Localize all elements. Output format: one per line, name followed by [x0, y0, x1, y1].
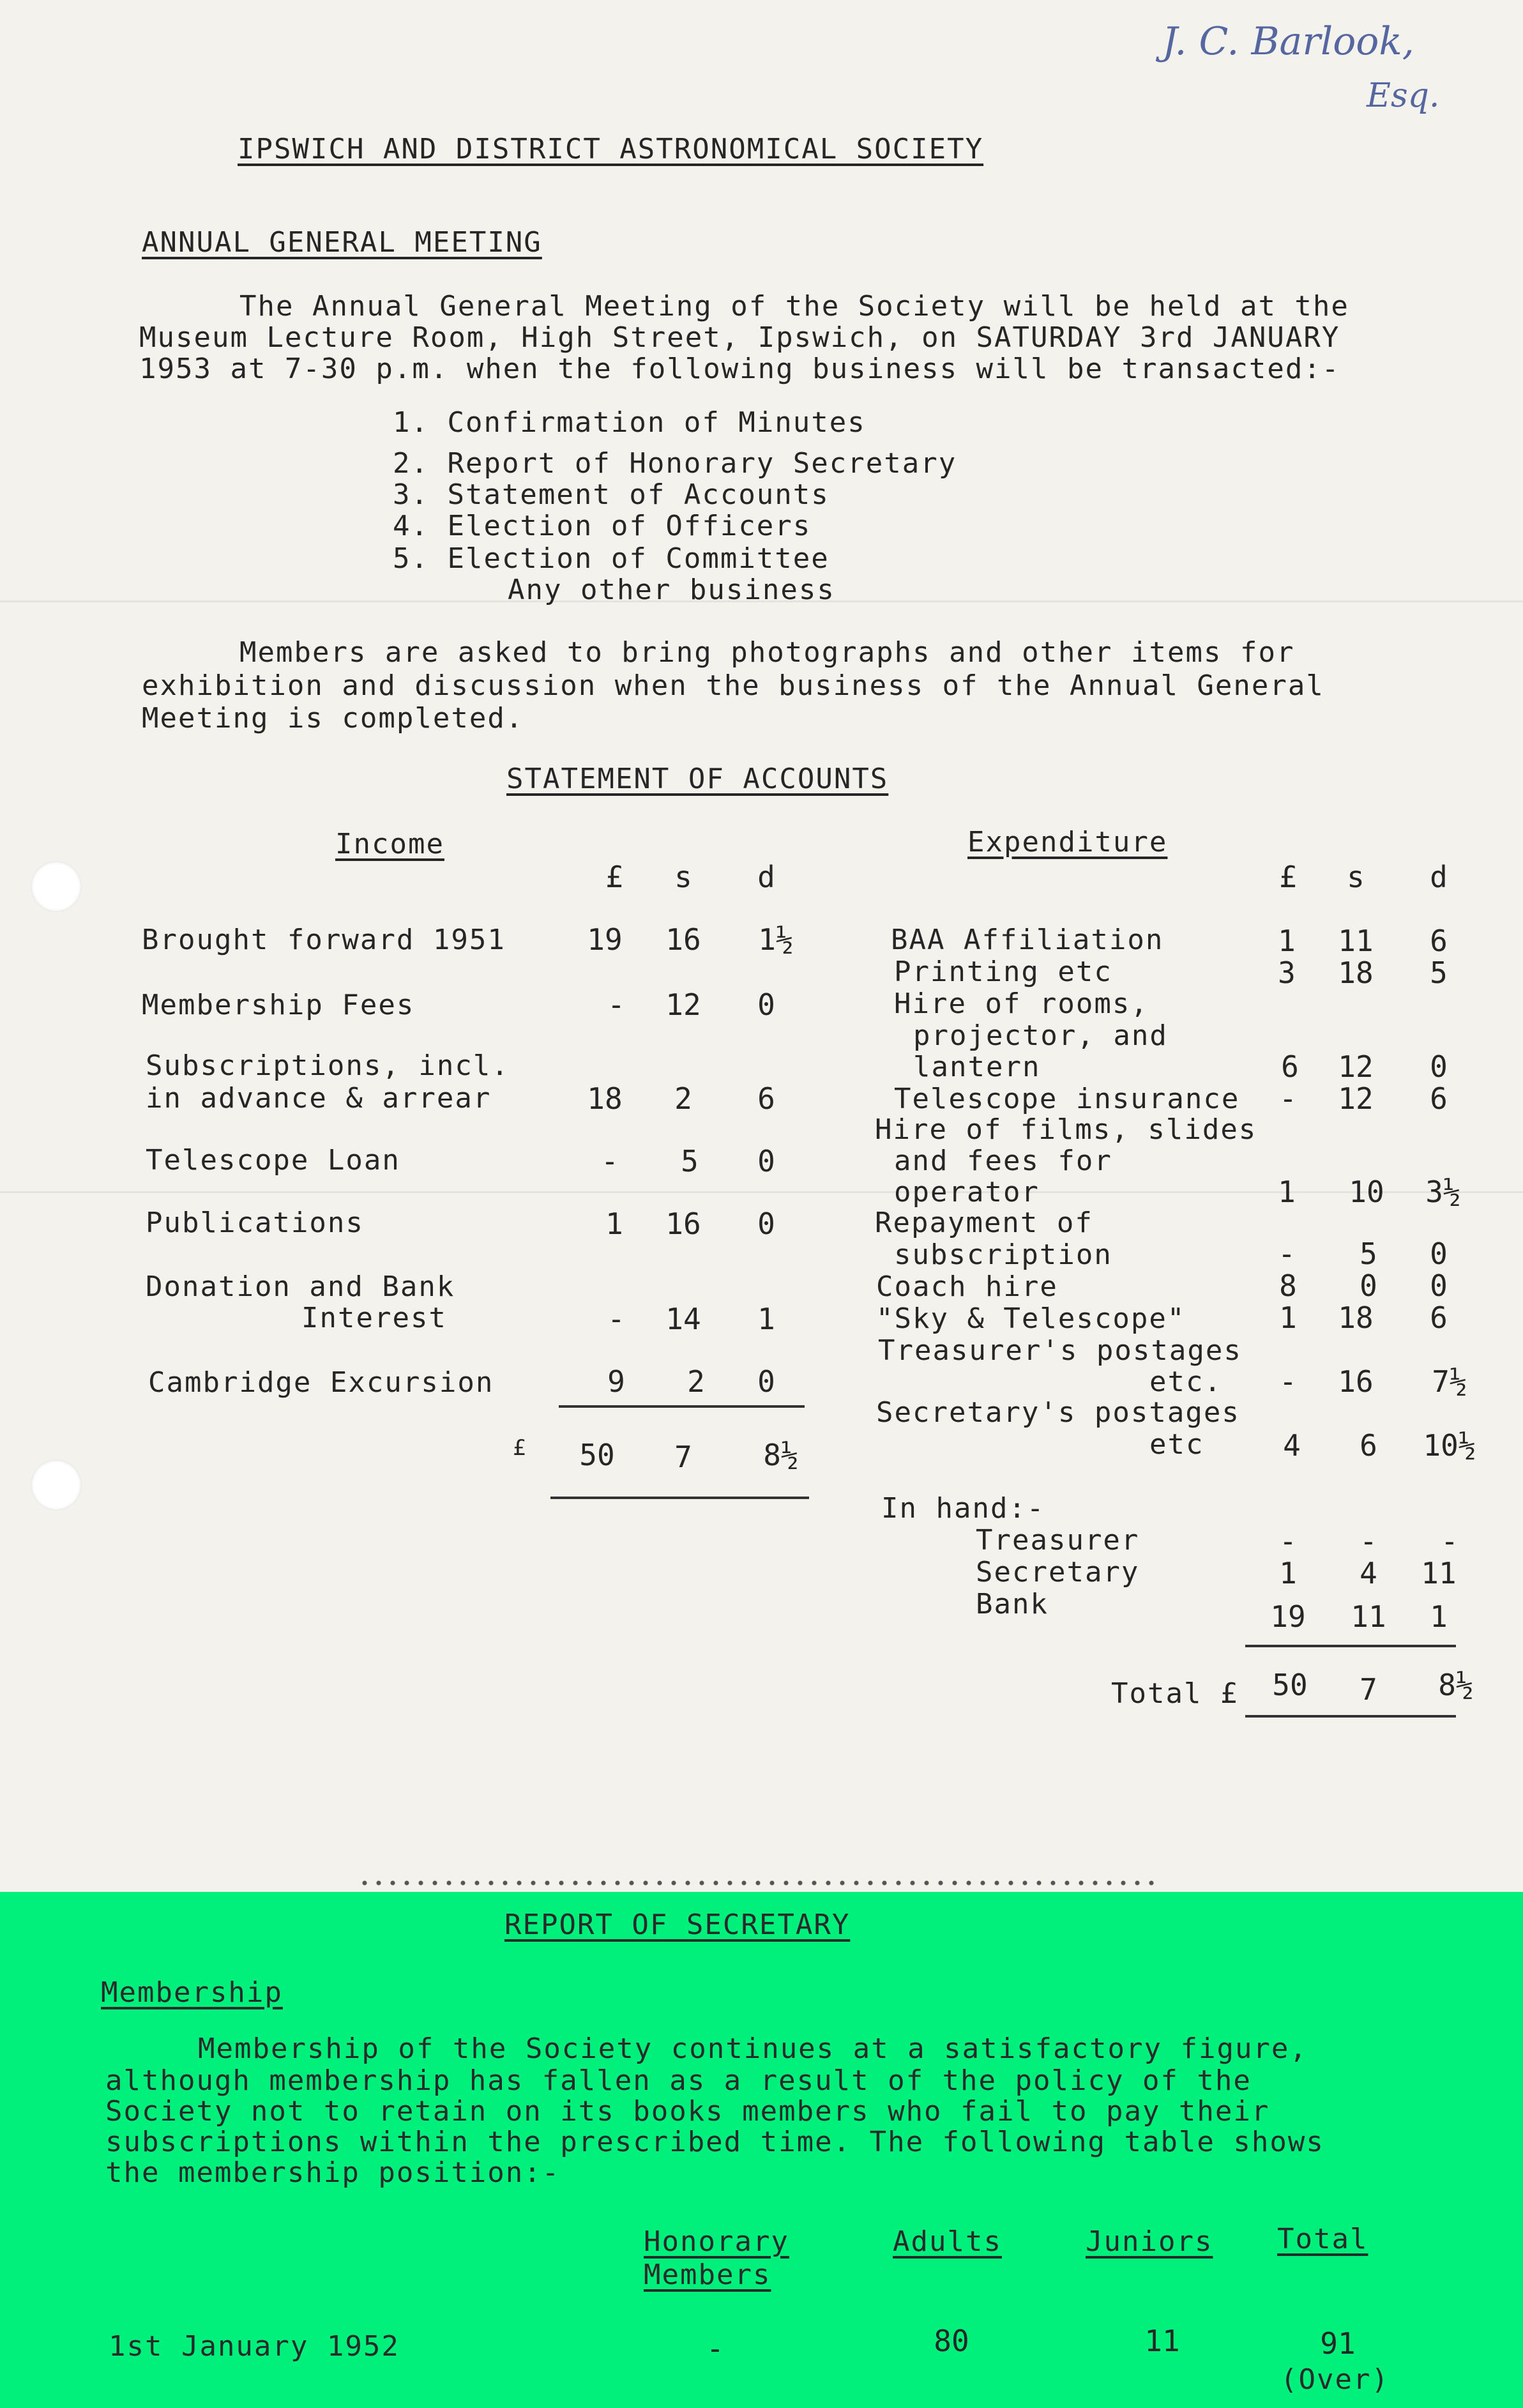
- expenditure-total-label: Total £: [1111, 1677, 1239, 1710]
- report-paragraph-line: Society not to retain on its books members who fail to pay their: [105, 2095, 1270, 2128]
- income-shillings: 16: [665, 922, 701, 957]
- accounts-heading: STATEMENT OF ACCOUNTS: [506, 763, 889, 795]
- in-hand-shillings: 11: [1351, 1599, 1386, 1634]
- row-total: 91: [1320, 2326, 1356, 2361]
- row-juniors: 11: [1144, 2324, 1180, 2358]
- income-label: Membership Fees: [142, 989, 415, 1021]
- expenditure-label: and fees for: [894, 1145, 1112, 1177]
- report-heading: REPORT OF SECRETARY: [504, 1909, 851, 1941]
- income-total-shillings: 7: [674, 1440, 692, 1474]
- income-label: Cambridge Excursion: [148, 1366, 494, 1399]
- income-col-pounds: £: [605, 860, 623, 894]
- income-shillings: 14: [665, 1302, 701, 1336]
- expenditure-label: Hire of rooms,: [894, 987, 1149, 1020]
- expenditure-shillings: 11: [1338, 924, 1374, 958]
- income-shillings: 12: [665, 987, 701, 1022]
- business-item: 4. Election of Officers: [393, 510, 812, 542]
- business-item: 5. Election of Committee: [393, 542, 830, 575]
- expenditure-pounds: 1: [1278, 1175, 1296, 1209]
- expenditure-shillings: 18: [1338, 1300, 1374, 1335]
- expenditure-total-pence: 8½: [1438, 1668, 1474, 1702]
- in-hand-item: Bank: [976, 1588, 1049, 1620]
- expenditure-pence: 0: [1430, 1237, 1448, 1271]
- in-hand-pence: 11: [1421, 1556, 1457, 1590]
- expenditure-pounds: 1: [1278, 924, 1296, 958]
- in-hand-shillings: 4: [1360, 1556, 1377, 1590]
- expenditure-label: Secretary's postages: [876, 1396, 1240, 1429]
- handwritten-esq: Esq.: [1367, 77, 1440, 115]
- expenditure-shillings: 10: [1349, 1175, 1384, 1209]
- expenditure-pence: 6: [1430, 1300, 1448, 1335]
- in-hand-item: Secretary: [976, 1556, 1140, 1589]
- expenditure-label: operator: [894, 1176, 1040, 1208]
- row-date: 1st January 1952: [109, 2330, 400, 2363]
- business-item: Any other business: [508, 574, 835, 606]
- col-header-members: Members: [644, 2259, 771, 2291]
- handwritten-name: J. C. Barlook,: [1162, 19, 1414, 64]
- row-adults: 80: [934, 2324, 969, 2358]
- income-pounds: -: [607, 987, 625, 1022]
- income-label: Brought forward 1951: [142, 924, 506, 956]
- expenditure-pounds: 8: [1279, 1269, 1297, 1303]
- income-pence: 0: [757, 1207, 775, 1241]
- secretary-report-section: [0, 1892, 1523, 2408]
- income-label: Telescope Loan: [146, 1144, 400, 1177]
- membership-heading: Membership: [101, 1976, 283, 2009]
- expenditure-shillings: 0: [1360, 1269, 1377, 1303]
- business-item: 2. Report of Honorary Secretary: [393, 447, 957, 480]
- col-header-juniors: Juniors: [1086, 2225, 1213, 2258]
- report-paragraph-line: although membership has fallen as a result of the policy of the: [105, 2064, 1252, 2097]
- income-shillings: 16: [665, 1207, 701, 1241]
- expenditure-total-pounds: 50: [1272, 1668, 1308, 1702]
- expenditure-label: subscription: [894, 1238, 1112, 1271]
- income-pence: 1½: [758, 922, 794, 957]
- agm-intro-line: The Annual General Meeting of the Society will be held at the: [239, 290, 1349, 323]
- expenditure-pounds: 6: [1281, 1049, 1299, 1084]
- income-pounds: -: [607, 1302, 625, 1336]
- expenditure-heading: Expenditure: [967, 826, 1168, 858]
- in-hand-pence: 1: [1430, 1599, 1448, 1634]
- expenditure-pounds: 4: [1283, 1428, 1301, 1463]
- expenditure-label: BAA Affiliation: [891, 924, 1164, 956]
- income-pence: 0: [757, 1364, 775, 1399]
- income-pence: 6: [757, 1081, 775, 1116]
- in-hand-item: Treasurer: [976, 1524, 1140, 1557]
- expenditure-label: Treasurer's postages: [878, 1334, 1242, 1367]
- expenditure-pounds: -: [1278, 1237, 1296, 1271]
- expenditure-shillings: 6: [1360, 1428, 1377, 1463]
- expenditure-shillings: 16: [1338, 1364, 1374, 1399]
- in-hand-label: In hand:-: [881, 1492, 1045, 1525]
- expenditure-pounds: -: [1279, 1081, 1297, 1116]
- income-label: in advance & arrear: [146, 1082, 492, 1115]
- members-note-line: Members are asked to bring photographs and other items for: [239, 636, 1295, 669]
- expenditure-pence: 0: [1430, 1269, 1448, 1303]
- expenditure-pence: 10½: [1423, 1428, 1476, 1463]
- punch-hole: [31, 1459, 82, 1511]
- expenditure-pence: 0: [1430, 1049, 1448, 1084]
- income-total-rule: [559, 1405, 805, 1408]
- expenditure-pence: 6: [1430, 924, 1448, 958]
- income-pounds: 1: [605, 1207, 623, 1241]
- expenditure-col-pounds: £: [1279, 860, 1297, 894]
- income-pence: 0: [757, 987, 775, 1022]
- income-label: Donation and Bank: [146, 1270, 455, 1303]
- row-honorary: -: [706, 2331, 724, 2366]
- expenditure-label: Repayment of: [875, 1207, 1093, 1239]
- members-note-line: Meeting is completed.: [142, 702, 524, 735]
- expenditure-label: etc: [1149, 1428, 1204, 1461]
- expenditure-label: Coach hire: [876, 1270, 1058, 1303]
- income-pounds: 9: [607, 1364, 625, 1399]
- col-header-total: Total: [1277, 2223, 1368, 2255]
- income-shillings: 5: [681, 1144, 699, 1178]
- income-pence: 0: [757, 1144, 775, 1178]
- over-note: (Over): [1280, 2363, 1390, 2396]
- income-pounds: -: [601, 1144, 619, 1178]
- income-label: Subscriptions, incl.: [146, 1049, 510, 1082]
- members-note-line: exhibition and discussion when the business of the Annual General: [142, 669, 1324, 702]
- income-label: Interest: [301, 1302, 447, 1334]
- income-shillings: 2: [674, 1081, 692, 1116]
- expenditure-col-pence: d: [1430, 860, 1448, 894]
- in-hand-shillings: -: [1360, 1524, 1377, 1558]
- expenditure-label: Telescope insurance: [894, 1083, 1240, 1115]
- income-label: Publications: [146, 1207, 364, 1239]
- expenditure-pence: 5: [1430, 956, 1448, 990]
- agm-heading: ANNUAL GENERAL MEETING: [142, 226, 542, 259]
- report-paragraph-line: the membership position:-: [105, 2156, 561, 2189]
- expenditure-shillings: 12: [1338, 1049, 1374, 1084]
- business-item: 1. Confirmation of Minutes: [393, 406, 866, 439]
- society-title: IPSWICH AND DISTRICT ASTRONOMICAL SOCIETY: [238, 133, 984, 165]
- income-col-pence: d: [757, 860, 775, 894]
- expenditure-shillings: 18: [1338, 956, 1374, 990]
- income-total-currency: £: [513, 1435, 527, 1461]
- col-header-adults: Adults: [893, 2225, 1002, 2258]
- expenditure-shillings: 5: [1360, 1237, 1377, 1271]
- tear-perforation: [358, 1880, 1162, 1886]
- expenditure-pounds: 3: [1278, 956, 1296, 990]
- in-hand-pounds: -: [1279, 1524, 1297, 1558]
- income-pence: 1: [757, 1302, 775, 1336]
- income-pounds: 18: [587, 1081, 623, 1116]
- agm-intro-line: 1953 at 7-30 p.m. when the following business will be transacted:-: [139, 353, 1340, 385]
- expenditure-total-shillings: 7: [1360, 1672, 1377, 1707]
- expenditure-label: lantern: [913, 1051, 1041, 1083]
- income-col-shillings: s: [674, 860, 692, 894]
- punch-hole: [31, 861, 82, 912]
- expenditure-pence: 3½: [1425, 1175, 1461, 1209]
- income-total-pounds: 50: [579, 1438, 615, 1472]
- income-total-pence: 8½: [763, 1438, 799, 1472]
- expenditure-label: "Sky & Telescope": [876, 1302, 1186, 1335]
- expenditure-shillings: 12: [1338, 1081, 1374, 1116]
- income-total-rule: [550, 1497, 809, 1499]
- income-shillings: 2: [687, 1364, 705, 1399]
- expenditure-total-rule: [1245, 1645, 1456, 1647]
- business-item: 3. Statement of Accounts: [393, 478, 830, 511]
- expenditure-col-shillings: s: [1347, 860, 1365, 894]
- income-heading: Income: [335, 828, 444, 860]
- in-hand-pence: -: [1441, 1524, 1459, 1558]
- in-hand-pounds: 1: [1279, 1556, 1297, 1590]
- report-paragraph-line: subscriptions within the prescribed time. The following table shows: [105, 2126, 1324, 2158]
- expenditure-label: projector, and: [913, 1019, 1168, 1052]
- col-header-honorary: Honorary: [644, 2225, 789, 2258]
- in-hand-pounds: 19: [1270, 1599, 1306, 1634]
- expenditure-total-rule: [1245, 1715, 1456, 1718]
- expenditure-pence: 7½: [1432, 1364, 1467, 1399]
- expenditure-label: Printing etc: [894, 956, 1112, 988]
- expenditure-label: Hire of films, slides: [875, 1113, 1257, 1146]
- report-paragraph-line: Membership of the Society continues at a satisfactory figure,: [198, 2032, 1308, 2065]
- expenditure-pounds: -: [1279, 1364, 1297, 1399]
- income-pounds: 19: [587, 922, 623, 957]
- expenditure-pence: 6: [1430, 1081, 1448, 1116]
- expenditure-label: etc.: [1149, 1366, 1222, 1398]
- expenditure-pounds: 1: [1279, 1300, 1297, 1335]
- agm-intro-line: Museum Lecture Room, High Street, Ipswich, on SATURDAY 3rd JANUARY: [139, 321, 1340, 354]
